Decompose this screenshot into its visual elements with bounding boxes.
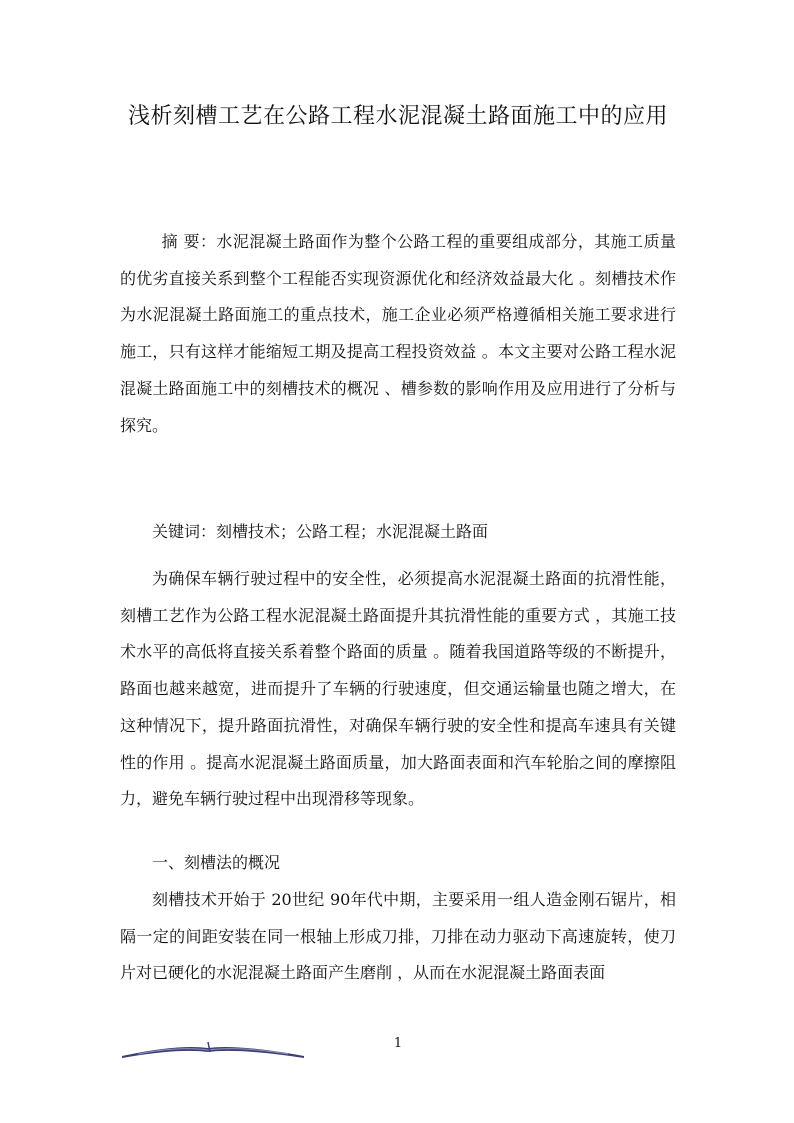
intro-paragraph: 为确保车辆行驶过程中的安全性，必须提高水泥混凝土路面的抗滑性能，刻槽工艺作为公路工程水泥混凝土路面提升其抗滑性能的重要方式 ，其施工技术水平的高低将直接关系着整个路面的质量 。随着我国道路等级的不断提升，路面也越来越宽，进而提升了车辆的行驶速度，但交通运输量也随之增大，在这种情况下，提升路面抗滑性，对确保车辆行驶的安全性和提高车速具有关键性的作用 。提高水泥混凝土路面质量，加大路面表面和汽车轮胎之间的摩擦阻力，避免车辆行驶过程中出现滑移等现象。 bbox=[120, 569, 676, 809]
document-title: 浅析刻槽工艺在公路工程水泥混凝土路面施工中的应用 bbox=[127, 104, 668, 129]
keywords-line: 关键词：刻槽技术；公路工程；水泥混凝土路面 bbox=[152, 522, 489, 541]
abstract-paragraph: 摘 要：水泥混凝土路面作为整个公路工程的重要组成部分，其施工质量的优劣直接关系到整个工程能否实现资源优化和经济效益最大化 。刻槽技术作为水泥混凝土路面施工的重点技术，施工企业必须严格遵循相关施工要求进行施工，只有这样才能缩短工期及提高工程投资效益 。本文主要对公路工程水泥混凝土路面施工中的刻槽技术的概况 、槽参数的影响作用及应用进行了分析与探究。 bbox=[120, 232, 676, 435]
section-body-paragraph: 刻槽技术开始于 20世纪 90年代中期，主要采用一组人造金刚石锯片，相隔一定的间距安装在同一根轴上形成刀排，刀排在动力驱动下高速旋转，使刀片对已硬化的水泥混凝土路面产生磨削 ，从而在水泥混凝土路面表面 bbox=[120, 890, 676, 983]
page-number: 1 bbox=[393, 1036, 403, 1051]
section-heading: 一、刻槽法的概况 bbox=[152, 853, 281, 872]
book-ornament-icon bbox=[118, 1038, 308, 1060]
